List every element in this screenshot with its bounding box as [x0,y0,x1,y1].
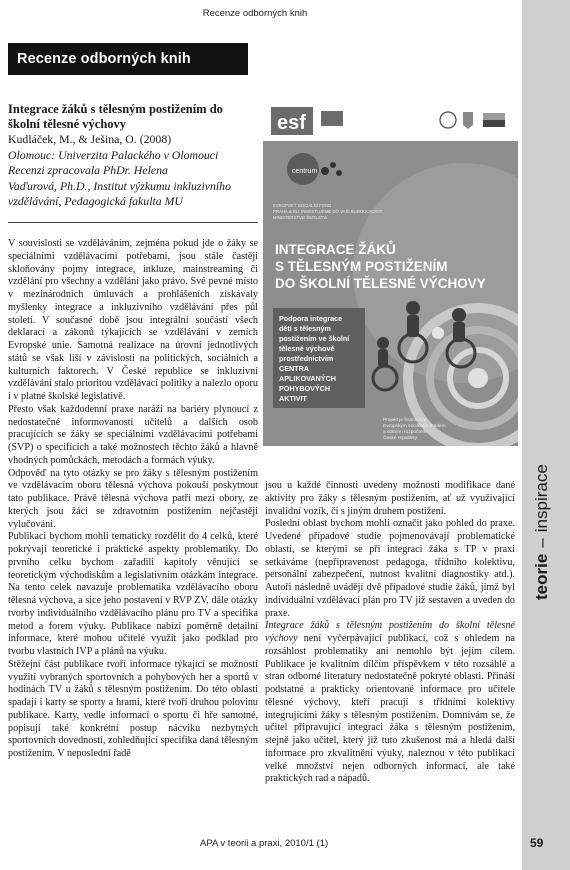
section-banner-label: Recenze odborných knih [17,51,191,67]
book-cover-art [263,103,518,446]
book-authors: Kudláček, M., & Ješina, O. (2008) [8,132,172,146]
cover-subtitle-line: prostřednictvím [279,354,334,363]
body-column-2 [265,480,515,786]
section-banner [8,43,248,75]
cover-subtitle-line: dětí s tělesným [279,324,331,333]
cover-subtitle-line: tělesné výchově [279,344,335,353]
cover-subtitle-line: CENTRA [279,364,309,373]
paragraph: Přesto však každodenní praxe naráží na bariéry plynoucí z nedostatečné informovanosti učitelů a dalších osob pracujících se žáky se speciálními vzdělávacími potřebami (SVP) o specifících a také možnostech těchto žáků a hlavně vhodných pomůckách, metodách a formách výuky. [8,403,258,466]
side-tab-word-2: inspirace [532,464,551,533]
cover-footer-line: České republiky [383,436,418,441]
cover-subtitle-line: postižením ve školní [279,334,350,343]
page-number: 59 [530,836,544,850]
cover-small-line: EVROPSKÝ SOCIÁLNÍ FOND [273,203,332,208]
reviewer-org: vzdělávání, Pedagogická fakulta MU [8,194,183,209]
cover-title-line: DO ŠKOLNÍ TĚLESNÉ VÝCHOVY [275,276,486,291]
esf-logo: esf [277,112,306,134]
cover-title-line: S TĚLESNÝM POSTIŽENÍM [275,259,448,274]
centrum-logo: centrum [292,168,318,175]
side-tab-word-1: teorie [532,553,551,600]
body-column-1 [8,238,258,761]
book-meta [8,132,258,210]
paragraph: Poslední oblast bychom mohli označit jako pohled do praxe. Uvedené případové studie pojmenovávají problematické oblasti, se kterými se při integraci žáka s TP v praxi setkáváme (nepřipravenost pedagoga, třídního kolektivu, personální zabezpečení, nutnost kvalitní diagnostiky atd.). Autoři následně uvádějí dvě případové studie žáků, jimž byl individuální vzdělávací plán pro TV již sestaven a uveden do praxe. [265,518,515,619]
side-tab-separator: – [532,538,551,548]
reviewer-line: Recenzi zpracovala PhDr. Helena [8,163,168,178]
cover-subtitle-line: AKTIVIT [279,394,307,403]
book-cover-image [263,103,518,446]
divider-rule [8,222,258,223]
cover-small-line: MINISTERSTVO ŠKOLSTVÍ [273,215,328,220]
side-tab-label [532,380,560,600]
reviewer-name: Vaďurová, Ph.D., Institut výzkumu inkluzivního [8,178,231,193]
paragraph: Publikaci bychom mohli tematicky rozdělit do 4 celků, které pokrývají teoretické i praktické aspekty problematiky. Do prvního celku bychom zařadili kapitoly věnující se teoretickým východiskům a legislativním otázkám integrace. Na tento celek navazuje problematika vzdělávacího oboru tělesná výchova, a sice jeho postavení v RVP ZV, dále otázky tvorby individuálního vzdělávacího plánu pro TV a specifika metod a forem výuky. Publikace nabízí poměrně detailní informace, které mohou učitelé využít jako podklad pro tvorbu vlastních IVP a plánů na výuku. [8,531,258,657]
cover-footer-line: a státním rozpočtem [383,430,427,435]
cover-subtitle-line: APLIKOVANÝCH [279,374,336,383]
paragraph: V souvislosti se vzděláváním, zejména pokud jde o žáky se speciálními vzdělávacími potřebami, jsou stále častěji skloňovány pojmy integrace, inkluze, mainstreaming či vzdělání pro všechny a vzdělání jako právo. Své pevné místo v mezinárodních úmluvách a prohlášeních získávaly myšlenky integrace a inkluzivního vzdělávání přes půl století. V současné době jsou integrální součástí všech deklarací a zákonů týkajících se vzdělávání v zemích Evropské unie. Samotná realizace na úrovni jednotlivých států se však liší v závislosti na politických, sociálních a kulturních faktorech. V České republice se inkluzivní vzdělávání stalo prioritou vzdělávací politiky a nalezlo oporu i v platné školské legislativě. [8,238,258,402]
section-side-tab [522,0,570,870]
book-title: Integrace žáků s tělesným postižením do školní tělesné výchovy [8,102,223,131]
paragraph: Odpověď na tyto otázky se pro žáky s tělesným postižením ve vzdělávacím oboru tělesná výchova pokouší poskytnout tato publikace. Právě tělesná výchova patří mezi obory, ze kterých jsou žáci se zdravotním postižením nejčastěji vylučováni. [8,467,258,530]
paragraph: jsou u každé činnosti uvedeny možnosti modifikace dané aktivity pro žáky s tělesným postižením, ať už využívající invalidní vozík, či s jiným druhem postižení. [265,480,515,517]
paragraph-rest: není vyčerpávající publikací, což s ohledem na rozsáhlost problematiky ani nemohlo být jejím cílem. Publikace je kvalitním dílčím příspěvkem v této rozsáhlé a stran odborné literatury nedostatečně pokryté oblasti. Přináší podstatné a prakticky orientované informace pro učitele tělesné výchovy, kteří pracují s třídními kolektivy integrujícími žáky s tělesným postižením. Domnívám se, že učitel připravující integraci žáka s tělesným postižením, stejně jako učitel, který již tuto zkušenost má a hledá další informace pro zkvalitnění výuky, naleznou v této publikaci velké množství nejen odborných informací, ale také praktických rad a nápadů. [265,633,515,785]
cover-footer-line: Evropským sociálním fondem [383,424,446,429]
cover-subtitle-line: POHYBOVÝCH [279,384,331,393]
book-publisher: Olomouc: Univerzita Palackého v Olomouci [8,147,219,162]
paragraph: Stěžejní část publikace tvoří informace týkající se možností využití vybraných sportovních a pohybových her a sportů v hodinách TV u žáků s tělesným postižením. Do této oblasti spadají i karty se sporty a hrami, které tvoří druhou polovinu publikace. Karty, vedle informací o sportu či hře samotné, popisují také konkrétní postup nácviku nezbytných sportovních dovedností, zohledňující specifika daná tělesným postižením. V neposlední řadě [8,658,258,759]
cover-footer-line: Projekt je financován [383,418,428,423]
journal-footer: APA v teorii a praxi, 2010/1 (1) [200,838,329,849]
cover-subtitle-line: Podpora integrace [279,314,343,323]
running-head: Recenze odborných knih [202,8,308,19]
italic-book-title: Integrace žáků s tělesným postižením do školní tělesné výchovy [265,620,515,644]
paragraph [265,620,515,786]
cover-title-line: INTEGRACE ŽÁKŮ [275,242,396,257]
cover-small-line: PRAHA & EU: INVESTUJEME DO VAŠÍ BUDOUCNOSTI [273,209,383,214]
